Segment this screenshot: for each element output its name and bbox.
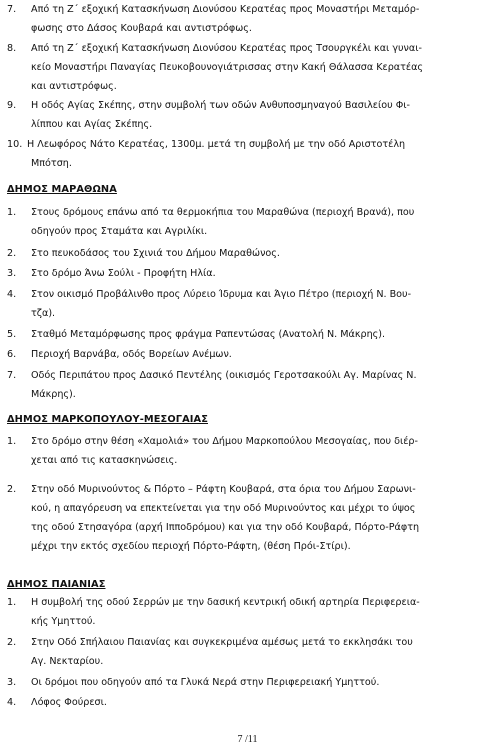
list-item <box>7 480 474 556</box>
item-number: 2. <box>7 484 17 495</box>
item-number: 2. <box>7 637 17 648</box>
list-item <box>7 264 474 283</box>
section-heading-markopoulo: ΔΗΜΟΣ ΜΑΡΚΟΠΟΥΛΟΥ-ΜΕΣΟΓΑΙΑΣ <box>7 414 208 425</box>
section-heading-paiania: ΔΗΜΟΣ ΠΑΙΑΝΙΑΣ <box>7 579 106 590</box>
item-number: 3. <box>7 268 17 279</box>
item-number: 1. <box>7 207 17 218</box>
list-item <box>7 432 474 470</box>
list-item <box>7 593 474 631</box>
item-line: και αντιστρόφως. <box>31 81 117 92</box>
list-item <box>7 366 474 404</box>
item-line: Περιοχή Βαρνάβα, οδός Βορείων Ανέμων. <box>31 349 232 360</box>
list-item <box>7 693 474 712</box>
page-number: 7 /11 <box>237 734 258 745</box>
list-item <box>7 203 474 241</box>
item-line: Λόφος Φούρεσι. <box>31 697 107 708</box>
list-item <box>7 0 474 38</box>
list-item <box>7 135 474 173</box>
item-number: 2. <box>7 248 17 259</box>
list-item <box>7 244 474 263</box>
item-line: Η Λεωφόρος Νάτο Κερατέας, 1300μ. μετά τη συμβολή με την οδό Αριστοτέλη <box>27 139 406 150</box>
item-line: Στους δρόμους επάνω από τα θερμοκήπια του Μαραθώνα (περιοχή Βρανά), που <box>31 207 415 218</box>
item-line: οδηγούν προς Σταμάτα και Αγριλίκι. <box>31 226 208 237</box>
list-item <box>7 96 474 134</box>
item-line: Η συμβολή της οδού Σερρών με την δασική κεντρική οδική αρτηρία Περιφερεια- <box>31 597 420 608</box>
item-line: Στο δρόμο στην θέση «Χαμολιά» του Δήμου Μαρκοπούλου Μεσογαίας, που διέρ- <box>31 436 418 447</box>
item-line: Στην Οδό Σπήλαιου Παιανίας και συγκεκριμένα αμέσως μετά το εκκλησάκι του <box>31 637 413 648</box>
list-item <box>7 285 474 323</box>
item-line: Από τη Ζ΄ εξοχική Κατασκήνωση Διονύσου Κερατέας προς Τσουργκέλι και γυναι- <box>31 43 422 54</box>
item-number: 8. <box>7 43 17 54</box>
item-line: Στην οδό Μυρινούντος & Πόρτο – Ράφτη Κουβαρά, στα όρια του Δήμου Σαρωνι- <box>31 484 416 495</box>
item-number: 4. <box>7 697 17 708</box>
section-heading-marathon: ΔΗΜΟΣ ΜΑΡΑΘΩΝΑ <box>7 184 117 195</box>
item-line: κής Υμηττού. <box>31 616 96 627</box>
list-item <box>7 673 474 692</box>
item-line: χεται από τις κατασκηνώσεις. <box>31 455 178 466</box>
item-line: Από τη Ζ΄ εξοχική Κατασκήνωση Διονύσου Κερατέας προς Μοναστήρι Μεταμόρ- <box>31 4 420 15</box>
item-line: Στο δρόμο Άνω Σούλι - Προφήτη Ηλία. <box>31 268 216 279</box>
item-line: τζα). <box>31 308 56 319</box>
item-line: της οδού Στησαγόρα (αρχή Ιπποδρόμου) και για την οδό Κουβαρά, Πόρτο-Ράφτη <box>31 522 420 533</box>
item-number: 7. <box>7 4 17 15</box>
item-line: Μάκρης). <box>31 389 76 400</box>
item-line: φωσης στο Δάσος Κουβαρά και αντιστρόφως. <box>31 23 252 34</box>
item-line: Στον οικισμό Προβάλινθο προς Λύρειο Ίδρυμα και Άγιο Πέτρο (περιοχή Ν. Βου- <box>31 289 412 300</box>
item-line: Στο πευκοδάσος του Σχινιά του Δήμου Μαραθώνος. <box>31 248 280 259</box>
list-item <box>7 345 474 364</box>
item-line: κείο Μοναστήρι Παναγίας Πευκοβουνογιάτρισσας στην Κακή Θάλασσα Κερατέας <box>31 62 424 73</box>
list-item <box>7 325 474 344</box>
item-line: λίππου και Αγίας Σκέπης. <box>31 119 153 130</box>
list-item <box>7 633 474 671</box>
item-number: 1. <box>7 597 17 608</box>
list-item <box>7 39 474 96</box>
item-line: κού, η απαγόρευση να επεκτείνεται για την οδό Μυρινούντος και μέχρι το ύψος <box>31 503 416 514</box>
item-line: Μπότση. <box>31 158 72 169</box>
item-number: 6. <box>7 349 17 360</box>
item-line: Οδός Περιπάτου προς Δασικό Πεντέλης (οικισμός Γεροτσακούλι Αγ. Μαρίνας Ν. <box>31 370 417 381</box>
item-number: 3. <box>7 677 17 688</box>
item-line: Αγ. Νεκταρίου. <box>31 656 104 667</box>
item-line: Σταθμό Μεταμόρφωσης προς φράγμα Ραπεντώσας (Ανατολή Ν. Μάκρης). <box>31 329 386 340</box>
item-line: Οι δρόμοι που οδηγούν από τα Γλυκά Νερά στην Περιφερειακή Υμηττού. <box>31 677 380 688</box>
item-number: 4. <box>7 289 17 300</box>
item-number: 5. <box>7 329 17 340</box>
item-number: 10. <box>7 139 23 150</box>
item-line: μέχρι την εκτός σχεδίου περιοχή Πόρτο-Ράφτη, (θέση Πρόι-Στίρι). <box>31 541 351 552</box>
item-number: 1. <box>7 436 17 447</box>
item-number: 7. <box>7 370 17 381</box>
item-line: Η οδός Αγίας Σκέπης, στην συμβολή των οδών Ανθυποσμηναγού Βασιλείου Φι- <box>31 100 410 111</box>
item-number: 9. <box>7 100 17 111</box>
